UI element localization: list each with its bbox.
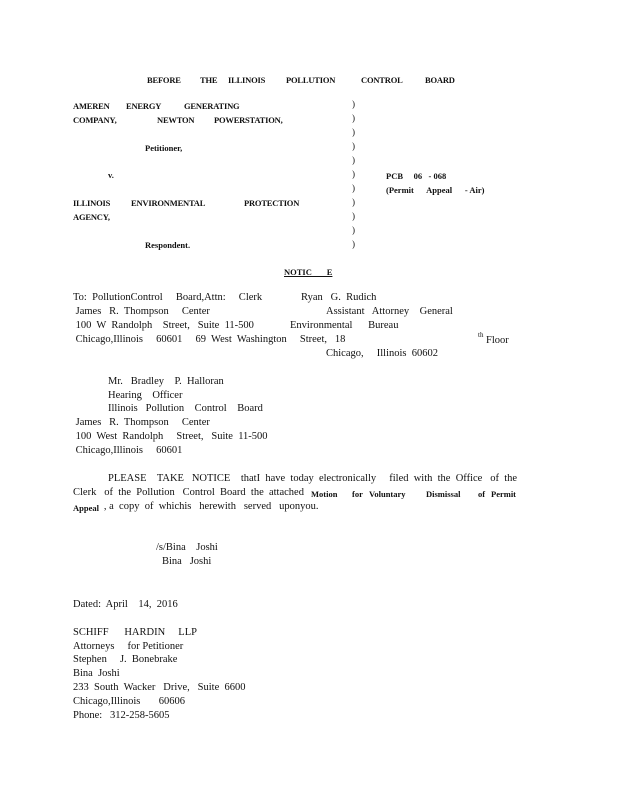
rudich-city: Chicago, Illinois 60602	[326, 348, 438, 359]
notice-title: NOTIC E	[284, 267, 333, 277]
petitioner-label: Petitioner,	[145, 143, 183, 153]
signature: /s/Bina Joshi	[156, 542, 218, 553]
to-line-4: Chicago,Illinois 60601 69 West Washington Street, 18	[73, 334, 346, 345]
heading-word: THE	[200, 75, 218, 85]
petitioner-word: ENERGY	[126, 101, 162, 111]
caption-paren: )	[352, 113, 355, 123]
petitioner-word: POWER	[214, 115, 246, 125]
appeal-word: Appeal	[73, 503, 99, 513]
petitioner-word: NEWTON	[157, 115, 195, 125]
hearing-officer-city: Chicago,Illinois 60601	[73, 445, 183, 456]
signer-name: Bina Joshi	[162, 556, 212, 567]
respondent-label: Respondent.	[145, 240, 191, 250]
heading-word: BOARD	[425, 75, 455, 85]
firm-phone: Phone: 312-258-5605	[73, 710, 170, 721]
motion-word: Dismissal	[426, 489, 461, 499]
motion-word: Motion	[311, 489, 338, 499]
notice-text-line-2: Clerk of the Pollution Control Board the attached	[73, 487, 304, 498]
caption-paren: )	[352, 197, 355, 207]
caption-paren: )	[352, 155, 355, 165]
caption-paren: )	[352, 183, 355, 193]
notice-text-line-3: , a copy of whichis herewith served uponyou.	[96, 501, 319, 512]
firm-role: Attorneys for Petitioner	[73, 641, 184, 652]
caption-paren: )	[352, 127, 355, 137]
hearing-officer-name: Mr. Bradley P. Halloran	[108, 376, 224, 387]
hearing-officer-org: Illinois Pollution Control Board	[108, 403, 263, 414]
petitioner-word: COMPANY,	[73, 115, 117, 125]
case-number: PCB 06 - 068	[386, 171, 447, 181]
dated-line: Dated: April 14, 2016	[73, 599, 178, 610]
hearing-officer-title: Hearing Officer	[108, 390, 183, 401]
caption-paren: )	[352, 225, 355, 235]
firm-attorney-2: Bina Joshi	[73, 668, 120, 679]
hearing-officer-street: 100 West Randolph Street, Suite 11-500	[73, 431, 268, 442]
respondent-word: AGENCY,	[73, 212, 110, 222]
respondent-word: PROTECTION	[244, 198, 300, 208]
motion-word: of	[478, 489, 486, 499]
rudich-bureau: Environmental Bureau	[290, 320, 399, 331]
heading-word: CONTROL	[361, 75, 403, 85]
heading-word: ILLINOIS	[228, 75, 266, 85]
to-line-3: 100 W Randolph Street, Suite 11-500	[73, 320, 254, 331]
case-type: (Permit Appeal - Air)	[386, 185, 485, 195]
firm-city: Chicago,Illinois 60606	[73, 696, 185, 707]
firm-name: SCHIFF HARDIN LLP	[73, 627, 197, 638]
petitioner-word: STATION,	[245, 115, 283, 125]
to-line-2: James R. Thompson Center	[73, 306, 210, 317]
firm-attorney-1: Stephen J. Bonebrake	[73, 654, 178, 665]
motion-word: Voluntary	[369, 489, 406, 499]
heading-word: POLLUTION	[286, 75, 336, 85]
petitioner-word: GENERATING	[184, 101, 240, 111]
rudich-name: Ryan G. Rudich	[301, 292, 377, 303]
firm-street: 233 South Wacker Drive, Suite 6600	[73, 682, 246, 693]
to-line-1: To: PollutionControl Board,Attn: Clerk	[73, 292, 263, 303]
notice-text-line-1: PLEASE TAKE NOTICE thatI have today electronically filed with the Office of the	[108, 473, 518, 484]
caption-paren: )	[352, 239, 355, 249]
hearing-officer-building: James R. Thompson Center	[73, 417, 210, 428]
versus-label: v.	[108, 170, 114, 180]
floor-label: Floor	[486, 335, 509, 346]
floor-superscript: th	[478, 331, 484, 339]
respondent-word: ILLINOIS	[73, 198, 111, 208]
caption-paren: )	[352, 211, 355, 221]
rudich-title: Assistant Attorney General	[326, 306, 453, 317]
petitioner-word: AMEREN	[73, 101, 110, 111]
heading-word: BEFORE	[147, 75, 181, 85]
respondent-word: ENVIRONMENTAL	[131, 198, 206, 208]
caption-paren: )	[352, 169, 355, 179]
motion-word: Permit	[491, 489, 517, 499]
caption-paren: )	[352, 99, 355, 109]
caption-paren: )	[352, 141, 355, 151]
motion-word: for	[352, 489, 363, 499]
